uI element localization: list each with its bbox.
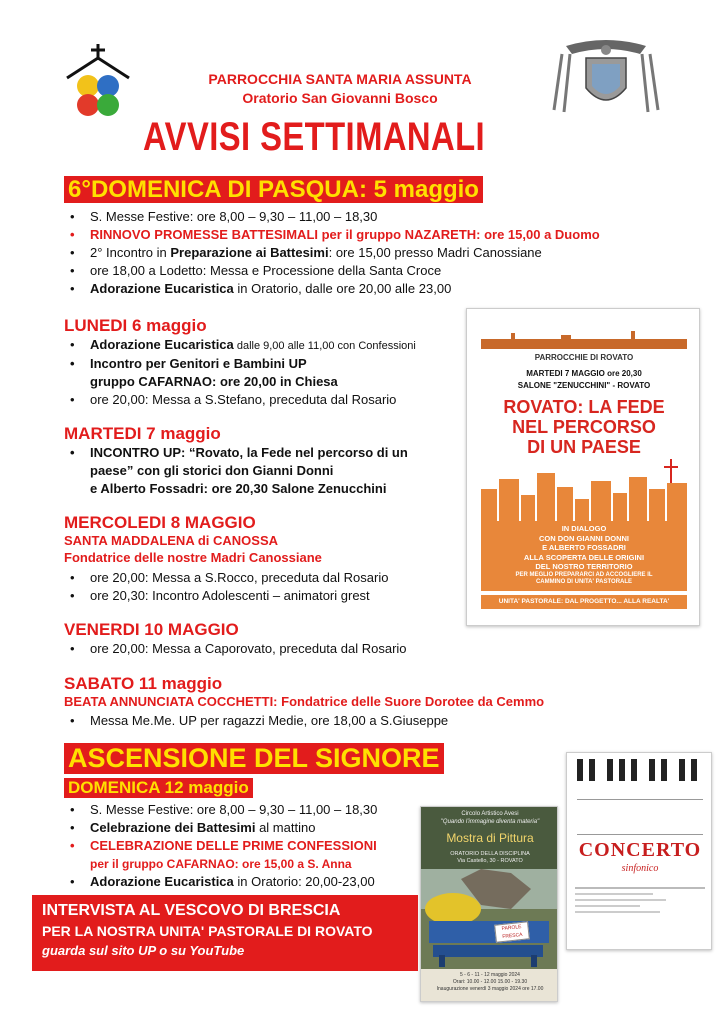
interview-line-2: PER LA NOSTRA UNITA' PASTORALE DI ROVATO [42, 923, 373, 939]
concerto-subtitle: sinfonico [621, 863, 659, 874]
page-title: AVVISI SETTIMANALI [143, 115, 486, 159]
poster-concerto [566, 752, 712, 950]
list-item: • ore 20,00: Messa a S.Stefano, preceduta dal Rosario [64, 391, 454, 409]
tuesday-heading: MARTEDI 7 maggio [64, 424, 221, 443]
list-item: • Messa Me.Me. UP per ragazzi Medie, ore 18,00 a S.Giuseppe [64, 712, 544, 730]
ascension-date-banner: DOMENICA 12 maggio [64, 778, 253, 798]
poster-date: MARTEDI 7 MAGGIO ore 20,30 [526, 369, 642, 378]
town-skyline-icon [481, 329, 687, 349]
concerto-program [575, 881, 705, 941]
poster-title-2: NEL PERCORSO [512, 417, 656, 437]
poster-parishes: PARROCCHIE DI ROVATO [534, 353, 634, 362]
list-item: • Adorazione Eucaristica dalle 9,00 alle 11,00 con Confessioni [64, 336, 454, 355]
ascension-banner: ASCENSIONE DEL SIGNORE [64, 743, 444, 774]
wednesday-heading: MERCOLEDI 8 MAGGIO [64, 513, 256, 532]
mostra-sign: PAROLE FRESCA [494, 921, 530, 942]
monday-heading: LUNEDI 6 maggio [64, 316, 207, 335]
concerto-details [577, 799, 703, 835]
list-item: • Adorazione Eucaristica in Oratorio, dalle ore 20,00 alle 23,00 [64, 280, 664, 298]
poster-mostra-pittura [420, 806, 558, 1002]
piano-keys-icon [571, 759, 709, 793]
list-item: e Alberto Fossadri: ore 20,30 Salone Zenucchini [90, 481, 387, 496]
list-item: • RINNOVO PROMESSE BATTESIMALI per il gruppo NAZARETH: ore 15,00 a Duomo [64, 226, 664, 244]
list-item: per il gruppo CAFARNAO: ore 15,00 a S. Anna [90, 857, 352, 871]
ascension-list [64, 801, 424, 891]
list-item: paese” con gli storici don Gianni Donni [90, 463, 334, 478]
wednesday-saint-desc: Fondatrice delle nostre Madri Canossiane [64, 550, 322, 565]
list-item: • CELEBRAZIONE DELLE PRIME CONFESSIONI [64, 837, 424, 855]
painting-bench-icon [421, 869, 558, 969]
poster-rovato-fede [466, 308, 700, 626]
bishop-coat-of-arms [552, 40, 660, 116]
parish-name: PARROCCHIA SANTA MARIA ASSUNTA [208, 71, 472, 87]
interview-box[interactable] [32, 895, 418, 971]
monday-list [64, 336, 454, 409]
list-item: • S. Messe Festive: ore 8,00 – 9,30 – 11,00 – 18,30 [64, 208, 664, 226]
list-item: • ore 20,00: Messa a Caporovato, preceduta dal Rosario [64, 640, 484, 658]
list-item: • ore 20,30: Incontro Adolescenti – animatori grest [64, 587, 464, 605]
interview-line-1: INTERVISTA AL VESCOVO DI BRESCIA [42, 902, 341, 919]
coat-of-arms-icon [552, 40, 660, 116]
poster-footer: UNITA' PASTORALE: DAL PROGETTO... ALLA REALTA' [481, 595, 687, 609]
parish-logo [64, 42, 132, 118]
friday-list [64, 640, 484, 658]
list-item: • 2° Incontro in Preparazione ai Battesimi: ore 15,00 presso Madri Canossiane [64, 244, 664, 262]
friday-heading: VENERDI 10 MAGGIO [64, 620, 239, 639]
mostra-title: Mostra di Pittura [446, 831, 534, 845]
list-item: • INCONTRO UP: “Rovato, la Fede nel percorso di un [64, 444, 464, 462]
saturday-list [64, 712, 544, 730]
poster-place: SALONE "ZENUCCHINI" - ROVATO [517, 381, 651, 390]
poster-info-box: IN DIALOGO CON DON GIANNI DONNI E ALBERTO FOSSADRI ALLA SCOPERTA DELLE ORIGINI DEL NOSTRO TERRITORIO PER MEGLIO PREPARARCI AD ACCOGLIERE IL CAMMINO DI UNITA' PASTORALE [481, 521, 687, 591]
list-item: • Celebrazione dei Battesimi al mattino [64, 819, 424, 837]
sunday-banner: 6°DOMENICA DI PASQUA: 5 maggio [64, 176, 483, 203]
tuesday-list [64, 444, 464, 498]
list-item: • Adorazione Eucaristica in Oratorio: 20,00-23,00 [64, 873, 424, 891]
sunday-list [64, 208, 664, 298]
list-item: • ore 18,00 a Lodetto: Messa e Processione della Santa Croce [64, 262, 664, 280]
list-item: • S. Messe Festive: ore 8,00 – 9,30 – 11,00 – 18,30 [64, 801, 424, 819]
list-item: • ore 20,00: Messa a S.Rocco, preceduta dal Rosario [64, 569, 464, 587]
wednesday-list [64, 569, 464, 605]
wednesday-saint: SANTA MADDALENA di CANOSSA [64, 533, 279, 548]
church-puzzle-icon [64, 42, 132, 118]
saturday-heading: SABATO 11 maggio [64, 674, 223, 693]
oratory-name: Oratorio San Giovanni Bosco [242, 90, 438, 106]
mostra-top-1: Circolo Artistico Avesi [461, 811, 519, 817]
poster-title-3: DI UN PAESE [527, 437, 641, 457]
mostra-location-2: Via Castello, 30 - ROVATO [457, 858, 523, 864]
mostra-location-1: ORATORIO DELLA DISCIPLINA [450, 851, 530, 857]
mostra-top-2: "Quando l'immagine diventa materia" [440, 819, 540, 825]
concerto-title: CONCERTO [578, 839, 702, 861]
mostra-bottom: 5 - 6 - 11 - 12 maggio 2024 Orari: 10.00 - 12.00 15.00 - 19.30 Inaugurazione venerdì 3 maggio 2024 ore 17.00 [421, 969, 558, 1002]
poster-title-1: ROVATO: LA FEDE [503, 397, 665, 417]
saturday-saint: BEATA ANNUNCIATA COCCHETTI: Fondatrice delle Suore Dorotee da Cemmo [64, 694, 545, 709]
list-item: gruppo CAFARNAO: ore 20,00 in Chiesa [90, 374, 338, 389]
list-item: • Incontro per Genitori e Bambini UP [64, 355, 454, 373]
interview-line-3: guarda sul sito UP o su YouTube [42, 943, 245, 958]
